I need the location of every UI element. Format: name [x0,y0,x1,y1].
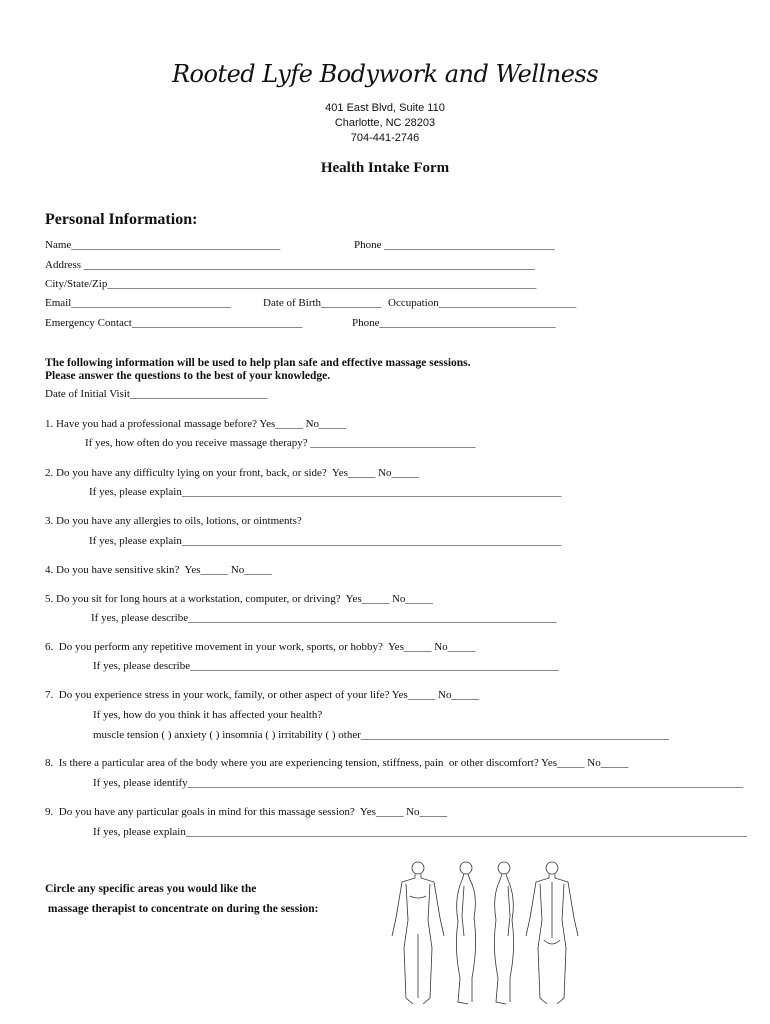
question-3-followup[interactable]: If yes, please explain_____________________________________________________________________ [89,535,562,547]
question-7-options[interactable]: muscle tension ( ) anxiety ( ) insomnia ( ) irritability ( ) other________________________________________________________ [93,729,669,741]
emergency-phone-field[interactable]: Phone________________________________ [352,317,556,329]
body-side-figure-left [456,862,475,1004]
question-5[interactable]: 5. Do you sit for long hours at a workstation, computer, or driving? Yes_____ No_____ [45,593,433,605]
intro-line-2: Please answer the questions to the best of your knowledge. [45,370,331,382]
question-8-followup[interactable]: If yes, please identify_____________________________________________________________________________________________________ [93,777,744,789]
question-6-followup[interactable]: If yes, please describe___________________________________________________________________ [93,660,559,672]
personal-info-heading: Personal Information: [45,211,198,228]
body-side-figure-right [494,862,513,1004]
business-name: Rooted Lyfe Bodywork and Wellness [171,60,599,88]
intro-line-1: The following information will be used to help plan safe and effective massage sessions. [45,357,471,369]
question-2-followup[interactable]: If yes, please explain_____________________________________________________________________ [89,486,562,498]
emergency-contact-field[interactable]: Emergency Contact_______________________________ [45,317,303,329]
question-5-followup[interactable]: If yes, please describe___________________________________________________________________ [91,612,557,624]
question-9-followup[interactable]: If yes, please explain______________________________________________________________________________________________________ [93,826,747,838]
phone-field[interactable]: Phone _______________________________ [354,239,555,251]
circle-instruction-1: Circle any specific areas you would like the [45,883,257,895]
question-7[interactable]: 7. Do you experience stress in your work, family, or other aspect of your life? Yes_____ No_____ [45,689,480,701]
address-field[interactable]: Address __________________________________________________________________________________ [45,259,535,271]
question-4[interactable]: 4. Do you have sensitive skin? Yes_____ No_____ [45,564,272,576]
address-line-1: 401 East Blvd, Suite 110 [325,102,445,114]
city-state-zip-field[interactable]: City/State/Zip______________________________________________________________________________ [45,278,537,290]
body-diagram[interactable] [380,858,580,1008]
question-9[interactable]: 9. Do you have any particular goals in mind for this massage session? Yes_____ No_____ [45,806,448,818]
occupation-field[interactable]: Occupation_________________________ [388,297,577,309]
question-6[interactable]: 6. Do you perform any repetitive movement in your work, sports, or hobby? Yes_____ No_____ [45,641,476,653]
circle-instruction-2: massage therapist to concentrate on during the session: [45,903,319,915]
initial-visit-field[interactable]: Date of Initial Visit_________________________ [45,388,268,400]
question-2[interactable]: 2. Do you have any difficulty lying on your front, back, or side? Yes_____ No_____ [45,467,420,479]
dob-field[interactable]: Date of Birth___________ [263,297,382,309]
email-field[interactable]: Email_____________________________ [45,297,231,309]
question-1[interactable]: 1. Have you had a professional massage before? Yes_____ No_____ [45,418,347,430]
form-title: Health Intake Form [320,160,450,176]
body-back-figure [526,862,578,1004]
question-3[interactable]: 3. Do you have any allergies to oils, lotions, or ointments? [45,515,302,527]
address-line-2: Charlotte, NC 28203 [334,117,436,129]
business-phone: 704-441-2746 [350,132,420,144]
question-8[interactable]: 8. Is there a particular area of the body where you are experiencing tension, stiffness, pain or other discomfort? Yes_____ No_____ [45,757,629,769]
name-field[interactable]: Name______________________________________ [45,239,281,251]
body-front-figure [392,862,444,1004]
question-7-followup: If yes, how do you think it has affected your health? [93,709,323,721]
question-1-followup[interactable]: If yes, how often do you receive massage therapy? ______________________________ [85,437,476,449]
